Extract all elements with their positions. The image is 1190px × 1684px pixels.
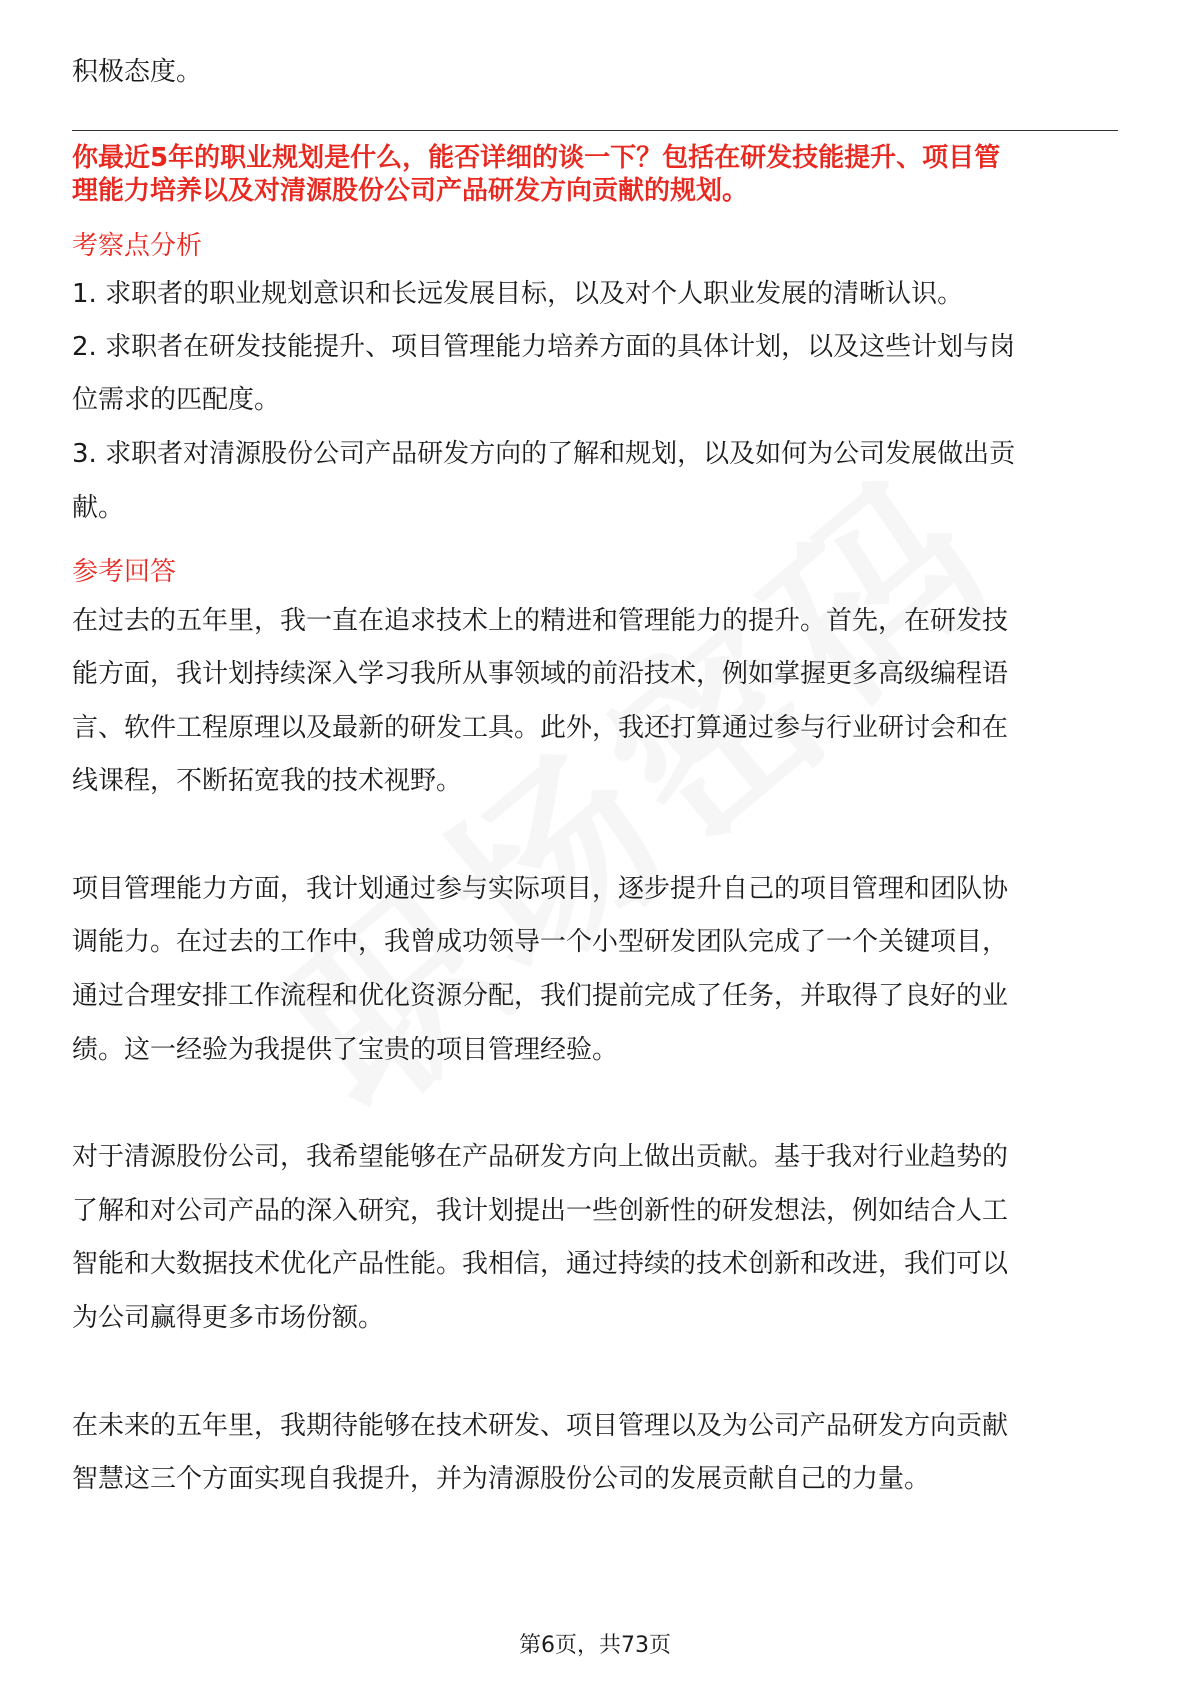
- answer-line: 调能力。在过去的工作中，我曾成功领导一个小型研发团队完成了一个关键项目，: [72, 927, 1009, 957]
- answer-line: 线课程，不断拓宽我的技术视野。: [72, 766, 463, 796]
- answer-line: 通过合理安排工作流程和优化资源分配，我们提前完成了任务，并取得了良好的业: [72, 981, 1009, 1011]
- question-line-2: 理能力培养以及对清源股份公司产品研发方向贡献的规划。: [72, 176, 749, 206]
- analysis-line: 献。: [72, 493, 125, 523]
- analysis-line: 位需求的匹配度。: [72, 385, 281, 415]
- answer-line: 对于清源股份公司，我希望能够在产品研发方向上做出贡献。基于我对行业趋势的: [72, 1142, 1009, 1172]
- answer-line: 绩。这一经验为我提供了宝贵的项目管理经验。: [72, 1035, 619, 1065]
- answer-line: 在过去的五年里，我一直在追求技术上的精进和管理能力的提升。首先，在研发技: [72, 606, 1009, 636]
- section-divider: [72, 130, 1118, 131]
- answer-line: 为公司赢得更多市场份额。: [72, 1303, 385, 1333]
- page-footer: 第6页，共73页: [519, 1633, 671, 1658]
- document-page: [72, 0, 1118, 1684]
- answer-line: 智能和大数据技术优化产品性能。我相信，通过持续的技术创新和改进，我们可以: [72, 1249, 1009, 1279]
- answer-line: 言、软件工程原理以及最新的研发工具。此外，我还打算通过参与行业研讨会和在: [72, 713, 1009, 743]
- question-line-1: 你最近5年的职业规划是什么，能否详细的谈一下？包括在研发技能提升、项目管: [72, 143, 1001, 173]
- answer-heading: 参考回答: [72, 557, 177, 587]
- top-text: 积极态度。: [72, 57, 203, 87]
- answer-line: 能方面，我计划持续深入学习我所从事领域的前沿技术，例如掌握更多高级编程语: [72, 659, 1009, 689]
- analysis-line: 2. 求职者在研发技能提升、项目管理能力培养方面的具体计划，以及这些计划与岗: [72, 332, 1016, 362]
- answer-line: 智慧这三个方面实现自我提升，并为清源股份公司的发展贡献自己的力量。: [72, 1464, 931, 1494]
- answer-line: 了解和对公司产品的深入研究，我计划提出一些创新性的研发想法，例如结合人工: [72, 1196, 1009, 1226]
- analysis-line: 1. 求职者的职业规划意识和长远发展目标，以及对个人职业发展的清晰认识。: [72, 279, 964, 309]
- answer-line: 项目管理能力方面，我计划通过参与实际项目，逐步提升自己的项目管理和团队协: [72, 874, 1009, 904]
- answer-line: 在未来的五年里，我期待能够在技术研发、项目管理以及为公司产品研发方向贡献: [72, 1411, 1009, 1441]
- analysis-heading: 考察点分析: [72, 231, 203, 261]
- analysis-line: 3. 求职者对清源股份公司产品研发方向的了解和规划，以及如何为公司发展做出贡: [72, 439, 1016, 469]
